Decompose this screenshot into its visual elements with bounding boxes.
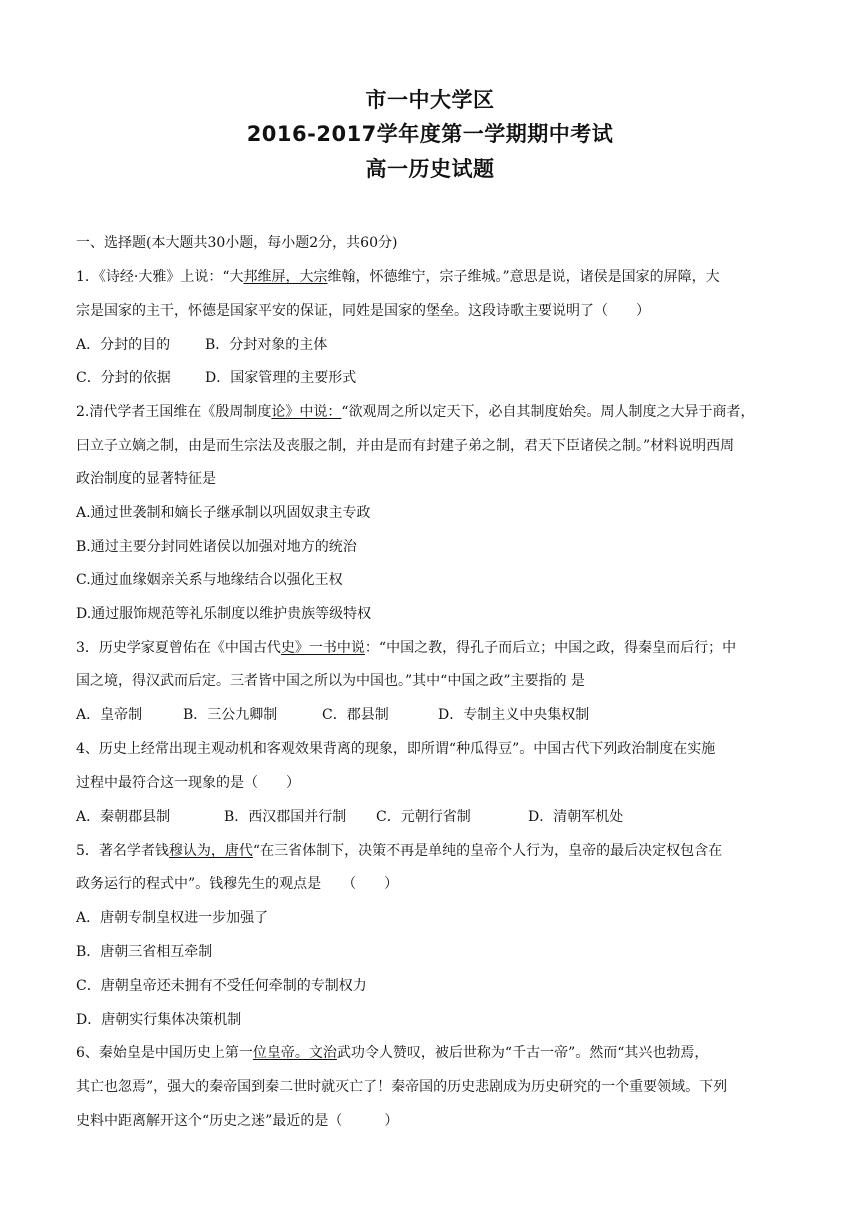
q6-line-3: 史料中距离解开这个“历史之迷”最近的是（ ）	[76, 1113, 399, 1129]
q2-line-3: 政治制度的显著特征是	[76, 471, 216, 487]
q5-line-1: 5．著名学者钱穆认为，唐代“在三省体制下，决策不再是单纯的皇帝个人行为，皇帝的最后决定权包含在	[76, 843, 723, 859]
q3-line-2: 国之境，得汉武而后定。三者皆中国之所以为中国也。”其中“中国之政”主要指的 是	[76, 673, 585, 689]
q2-option-a: A.通过世袭制和嫡长子继承制以巩固奴隶主专政	[76, 505, 371, 521]
q5-option-c: C．唐朝皇帝还未拥有不受任何牵制的专制权力	[76, 978, 367, 994]
q6-line-1: 6、秦始皇是中国历史上第一位皇帝。文治武功令人赞叹，被后世称为“千古一帝”。然而“其兴也勃焉，	[76, 1045, 709, 1061]
q3-option-b: B．三公九卿制	[183, 707, 278, 723]
q4-option-c: C．元朝行省制	[376, 809, 471, 825]
q4-line-2: 过程中最符合这一现象的是（ ）	[76, 775, 300, 791]
q1-line-2: 宗是国家的主干，怀德是国家平安的保证，同姓是国家的堡垒。这段诗歌主要说明了（ ）	[76, 303, 650, 319]
q3-line-1: 3．历史学家夏曾佑在《中国古代史》一书中说：“中国之教，得孔子而后立；中国之政，得秦皇而后行；中	[76, 640, 737, 656]
subject-title: 高一历史试题	[365, 157, 495, 181]
q2-line-2: 曰立子立嫡之制，由是而生宗法及丧服之制，并由是而有封建子弟之制，君天下臣诸侯之制。”材料说明西周	[76, 438, 735, 454]
q5-line-2: 政务运行的程式中”。钱穆先生的观点是 （ ）	[76, 876, 399, 892]
q3-option-c: C．郡县制	[322, 707, 389, 723]
q4-option-b: B．西汉郡国并行制	[224, 809, 347, 825]
q5-option-a: A．唐朝专制皇权进一步加强了	[76, 910, 269, 926]
q2-option-c: C.通过血缘姻亲关系与地缘结合以强化王权	[76, 572, 343, 588]
q4-option-a: A．秦朝郡县制	[76, 809, 171, 825]
q5-option-b: B．唐朝三省相互牵制	[76, 944, 213, 960]
exam-title: 2016-2017学年度第一学期期中考试	[246, 122, 614, 146]
q3-option-a: A．皇帝制	[76, 707, 143, 723]
section-heading: 一、选择题(本大题共30小题，每小题2分，共60分)	[76, 235, 398, 251]
q6-line-2: 其亡也忽焉”，强大的秦帝国到秦二世时就灭亡了！秦帝国的历史悲剧成为历史研究的一个重要领域。下列	[76, 1079, 728, 1095]
q5-option-d: D．唐朝实行集体决策机制	[76, 1012, 242, 1028]
q2-option-d: D.通过服饰规范等礼乐制度以维护贵族等级特权	[76, 606, 372, 622]
q1-option-a: A．分封的目的	[76, 337, 171, 353]
q2-line-1: 2.清代学者王国维在《殷周制度论》中说：“欲观周之所以定天下，必自其制度始矣。周人制度之大异于商者，	[76, 404, 755, 420]
q1-option-c: C．分封的依据	[76, 370, 171, 386]
q4-option-d: D．清朝军机处	[528, 809, 624, 825]
q1-option-b: B．分封对象的主体	[205, 337, 328, 353]
school-title: 市一中大学区	[365, 88, 495, 112]
q3-option-d: D．专制主义中央集权制	[438, 707, 590, 723]
q1-line-1: 1．《诗经·大雅》上说：“大邦维屏，大宗维翰，怀德维宁，宗子维城。”意思是说，诸侯是国家的屏障，大	[76, 269, 720, 285]
q2-option-b: B.通过主要分封同姓诸侯以加强对地方的统治	[76, 539, 357, 555]
q1-option-d: D．国家管理的主要形式	[205, 370, 357, 386]
q4-line-1: 4、历史上经常出现主观动机和客观效果背离的现象，即所谓“种瓜得豆”。中国古代下列政治制度在实施	[76, 741, 716, 757]
